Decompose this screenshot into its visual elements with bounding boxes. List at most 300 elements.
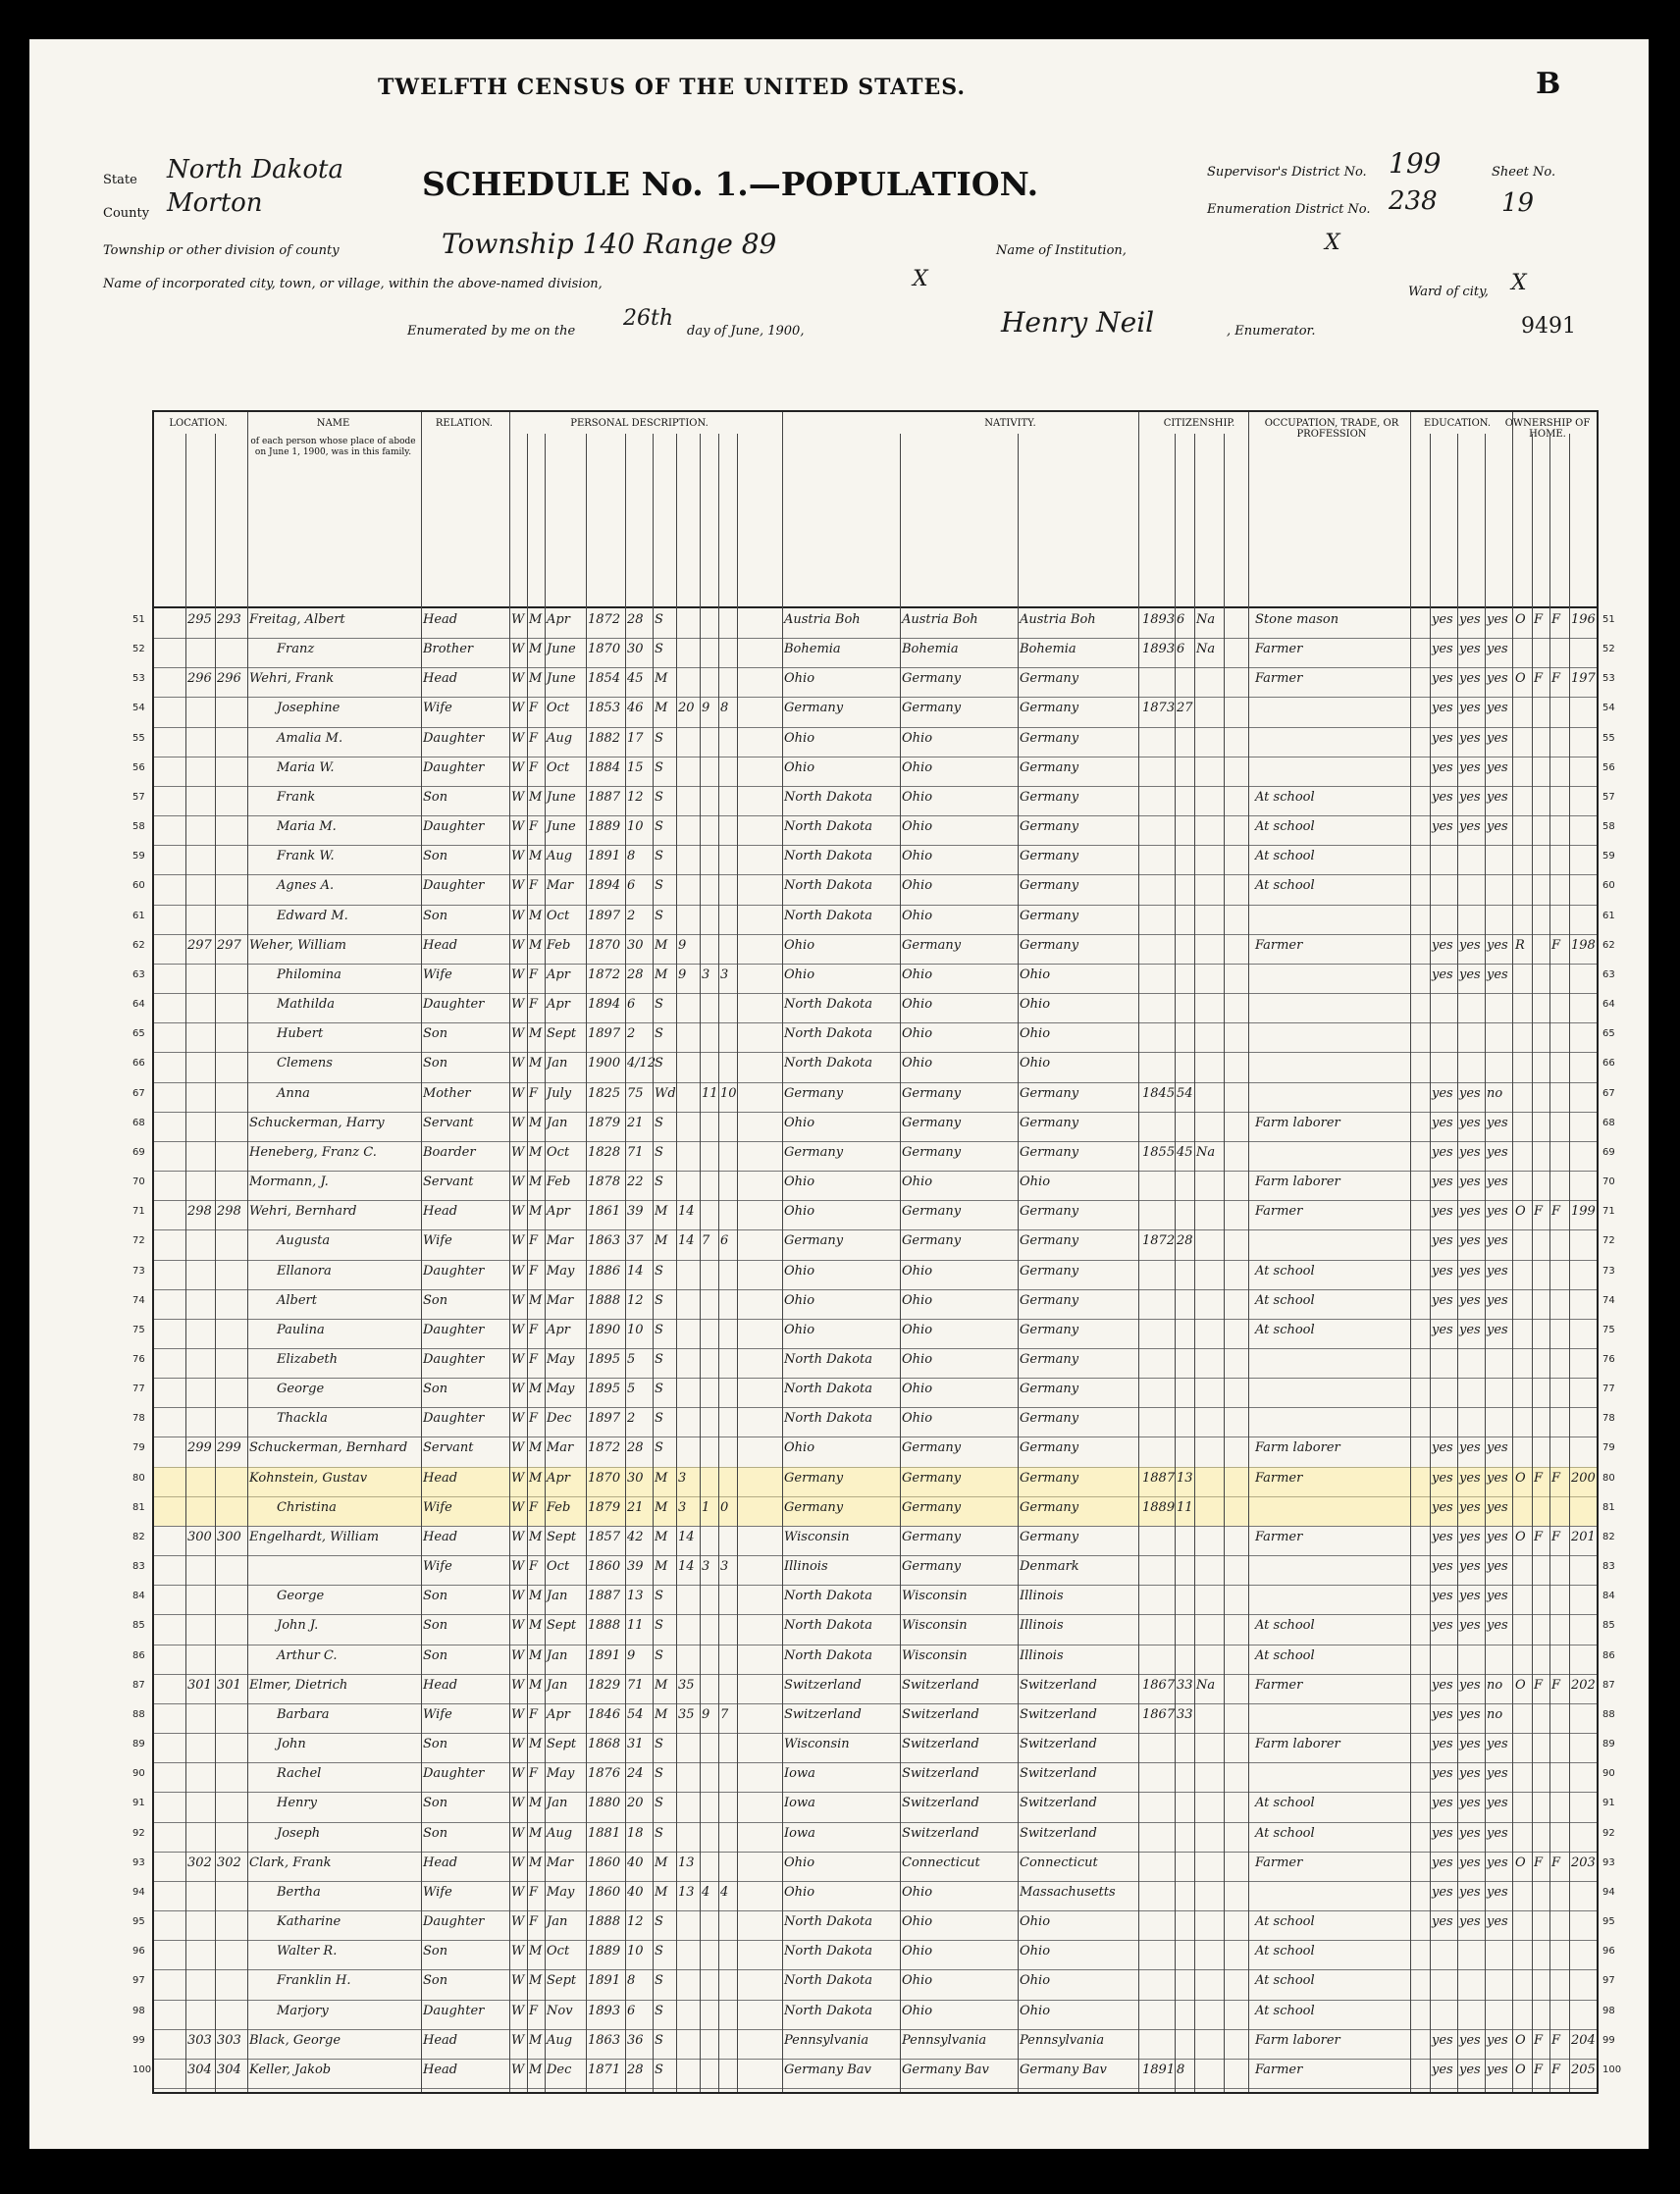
row-number-right: 59 xyxy=(1602,851,1615,862)
cell-c: W xyxy=(511,966,525,982)
cell-r: yes xyxy=(1432,1618,1453,1634)
cell-name: Elizabeth xyxy=(277,1352,339,1367)
cell-mbp: Germany xyxy=(1020,701,1079,716)
cell-mbp: Switzerland xyxy=(1020,1825,1097,1841)
row-number: 99 xyxy=(132,2034,145,2046)
cell-mo: Aug xyxy=(547,2032,573,2048)
cell-mo: Sept xyxy=(547,1026,577,1042)
cell-res: 8 xyxy=(1177,2062,1185,2077)
cell-own: O xyxy=(1515,2062,1526,2077)
cell-r: yes xyxy=(1432,819,1453,835)
row-number: 66 xyxy=(132,1058,145,1070)
cell-own: O xyxy=(1515,2032,1526,2048)
cell-name: Wehri, Bernhard xyxy=(249,1204,357,1220)
row-number-right: 74 xyxy=(1602,1294,1615,1306)
cell-rel: Daughter xyxy=(423,1263,485,1279)
cell-name: Elmer, Dietrich xyxy=(249,1677,348,1693)
row-number-right: 61 xyxy=(1602,910,1615,921)
cell-rel: Servant xyxy=(423,1115,474,1130)
cell-age: 45 xyxy=(627,671,644,687)
cell-ms: S xyxy=(655,1144,663,1160)
cell-r: yes xyxy=(1432,1322,1453,1337)
cell-bp: North Dakota xyxy=(784,819,872,835)
cell-occ: At school xyxy=(1255,789,1315,805)
cell-dw: 301 xyxy=(187,1677,212,1693)
cell-mbp: Germany xyxy=(1020,1470,1079,1486)
cell-ch: 1 xyxy=(702,1499,710,1515)
cell-own: O xyxy=(1515,1470,1526,1486)
cell-e: no xyxy=(1487,1706,1503,1722)
cell-w: yes xyxy=(1459,1322,1481,1337)
cell-bp: North Dakota xyxy=(784,849,872,864)
cell-mbp: Germany xyxy=(1020,1144,1079,1160)
cell-yr: 1887 xyxy=(588,789,621,805)
cell-name: Joseph xyxy=(277,1825,321,1841)
cell-bp: Germany xyxy=(784,1470,844,1486)
cell-age: 13 xyxy=(627,1589,644,1604)
cell-occ: Farmer xyxy=(1255,937,1303,953)
cell-s: F xyxy=(529,1914,539,1930)
cell-fbp: Switzerland xyxy=(902,1766,979,1782)
cell-age: 17 xyxy=(627,730,644,746)
cell-ms: M xyxy=(655,1559,668,1575)
cell-w: yes xyxy=(1459,819,1481,835)
cell-lv: 3 xyxy=(720,966,729,982)
cell-bp: North Dakota xyxy=(784,1352,872,1367)
cell-fbp: Switzerland xyxy=(902,1796,979,1811)
cell-res: 11 xyxy=(1177,1499,1193,1515)
cell-res: 45 xyxy=(1177,1144,1193,1160)
cell-fam: 300 xyxy=(217,1529,241,1544)
cell-fbp: Bohemia xyxy=(902,642,959,657)
cell-yr: 1893 xyxy=(588,2003,621,2018)
supervisor-label: Supervisor's District No. xyxy=(1207,165,1367,180)
census-title: TWELFTH CENSUS OF THE UNITED STATES. xyxy=(378,75,967,100)
cell-age: 36 xyxy=(627,2032,644,2048)
cell-w: yes xyxy=(1459,1175,1481,1190)
cell-w: yes xyxy=(1459,1677,1481,1693)
cell-mo: May xyxy=(547,1884,575,1900)
cell-e: yes xyxy=(1487,966,1508,982)
cell-yr: 1880 xyxy=(588,1796,621,1811)
cell-ms: S xyxy=(655,997,663,1013)
cell-rel: Brother xyxy=(423,642,474,657)
cell-fbp: Germany xyxy=(902,671,962,687)
cell-s: M xyxy=(529,1825,543,1841)
cell-mo: Mar xyxy=(547,1440,574,1456)
cell-mbp: Germany Bav xyxy=(1020,2062,1107,2077)
cell-ms: S xyxy=(655,1944,663,1959)
row-number-right: 98 xyxy=(1602,2005,1615,2016)
row-number: 76 xyxy=(132,1354,145,1365)
cell-name: George xyxy=(277,1382,325,1397)
cell-r: yes xyxy=(1432,789,1453,805)
cell-c: W xyxy=(511,1499,525,1515)
cell-yrs: 14 xyxy=(678,1204,695,1220)
cell-e: yes xyxy=(1487,1559,1508,1575)
cell-yr: 1871 xyxy=(588,2062,621,2077)
cell-own: O xyxy=(1515,1677,1526,1693)
row-number-right: 93 xyxy=(1602,1856,1615,1868)
row-number-right: 76 xyxy=(1602,1354,1615,1365)
cell-rel: Head xyxy=(423,1470,458,1486)
cell-yrs: 20 xyxy=(678,701,695,716)
cell-ms: S xyxy=(655,1647,663,1663)
cell-name: Bertha xyxy=(277,1884,321,1900)
cell-c: W xyxy=(511,789,525,805)
cell-dw: 297 xyxy=(187,937,212,953)
cell-occ: Farmer xyxy=(1255,2062,1303,2077)
cell-r: yes xyxy=(1432,2062,1453,2077)
cell-e: yes xyxy=(1487,612,1508,627)
cell-mbp: Germany xyxy=(1020,819,1079,835)
row-number: 65 xyxy=(132,1028,145,1040)
cell-s: F xyxy=(529,819,539,835)
cell-age: 18 xyxy=(627,1825,644,1841)
row-number: 69 xyxy=(132,1146,145,1158)
cell-age: 42 xyxy=(627,1529,644,1544)
cell-name: Weher, William xyxy=(249,937,346,953)
cell-yrs: 14 xyxy=(678,1529,695,1544)
cell-rel: Head xyxy=(423,1677,458,1693)
cell-ch: 9 xyxy=(702,1706,710,1722)
cell-e: yes xyxy=(1487,1115,1508,1130)
cell-w: yes xyxy=(1459,2032,1481,2048)
cell-occ: At school xyxy=(1255,1796,1315,1811)
cell-ms: S xyxy=(655,1796,663,1811)
cell-mbp: Switzerland xyxy=(1020,1796,1097,1811)
cell-ms: M xyxy=(655,1499,668,1515)
cell-name: Paulina xyxy=(277,1322,325,1337)
cell-e: no xyxy=(1487,1085,1503,1101)
row-number-right: 97 xyxy=(1602,1975,1615,1987)
cell-fbp: Wisconsin xyxy=(902,1647,968,1663)
cell-yr: 1886 xyxy=(588,1263,621,1279)
cell-mo: Mar xyxy=(547,1233,574,1249)
row-number-right: 51 xyxy=(1602,614,1615,625)
cell-yr: 1894 xyxy=(588,878,621,894)
cell-age: 21 xyxy=(627,1499,644,1515)
cell-fbp: Ohio xyxy=(902,1884,933,1900)
cell-rel: Son xyxy=(423,1026,448,1042)
cell-c: W xyxy=(511,1914,525,1930)
row-number-right: 99 xyxy=(1602,2034,1615,2046)
cell-mbp: Ohio xyxy=(1020,1026,1051,1042)
cell-name: Arthur C. xyxy=(277,1647,338,1663)
row-number: 57 xyxy=(132,791,145,803)
cell-fam: 296 xyxy=(217,671,241,687)
row-number: 60 xyxy=(132,880,145,892)
cell-yr: 1846 xyxy=(588,1706,621,1722)
cell-mo: Jan xyxy=(547,1115,568,1130)
cell-bp: Germany xyxy=(784,1144,844,1160)
cell-rel: Wife xyxy=(423,1559,452,1575)
census-sheet xyxy=(29,39,1649,2149)
cell-fbp: Ohio xyxy=(902,1292,933,1308)
row-number: 94 xyxy=(132,1886,145,1898)
cell-e: yes xyxy=(1487,1144,1508,1160)
cell-mo: Oct xyxy=(547,908,570,923)
cell-fbp: Germany xyxy=(902,1499,962,1515)
cell-fm: F xyxy=(1534,671,1544,687)
cell-s: M xyxy=(529,1056,543,1071)
cell-c: W xyxy=(511,612,525,627)
sheet-letter: B xyxy=(1536,67,1562,101)
cell-fbp: Ohio xyxy=(902,1973,933,1989)
cell-lv: 6 xyxy=(720,1233,729,1249)
cell-c: W xyxy=(511,819,525,835)
cell-age: 20 xyxy=(627,1796,644,1811)
cell-no: 205 xyxy=(1571,2062,1596,2077)
cell-yr: 1857 xyxy=(588,1529,621,1544)
cell-mo: May xyxy=(547,1382,575,1397)
cell-rel: Head xyxy=(423,612,458,627)
cell-mbp: Switzerland xyxy=(1020,1677,1097,1693)
cell-yr: 1854 xyxy=(588,671,621,687)
cell-occ: Farmer xyxy=(1255,1677,1303,1693)
cell-c: W xyxy=(511,701,525,716)
cell-yr: 1894 xyxy=(588,997,621,1013)
cell-w: yes xyxy=(1459,937,1481,953)
cell-e: yes xyxy=(1487,789,1508,805)
cell-occ: At school xyxy=(1255,1973,1315,1989)
cell-yr: 1891 xyxy=(588,1647,621,1663)
cell-mo: Sept xyxy=(547,1973,577,1989)
cell-r: yes xyxy=(1432,701,1453,716)
cell-f: F xyxy=(1551,612,1561,627)
cell-fbp: Ohio xyxy=(902,789,933,805)
cell-yrs: 14 xyxy=(678,1233,695,1249)
cell-name: Thackla xyxy=(277,1411,328,1427)
cell-s: M xyxy=(529,2062,543,2077)
cell-yr: 1825 xyxy=(588,1085,621,1101)
cell-fbp: Wisconsin xyxy=(902,1618,968,1634)
cell-mbp: Germany xyxy=(1020,1322,1079,1337)
cell-r: yes xyxy=(1432,1529,1453,1544)
row-number-right: 70 xyxy=(1602,1176,1615,1188)
cell-c: W xyxy=(511,878,525,894)
cell-occ: Farmer xyxy=(1255,642,1303,657)
cell-fm: F xyxy=(1534,1204,1544,1220)
cell-mbp: Germany xyxy=(1020,1529,1079,1544)
cell-occ: At school xyxy=(1255,1825,1315,1841)
cell-f: F xyxy=(1551,2032,1561,2048)
row-number: 72 xyxy=(132,1235,145,1247)
cell-c: W xyxy=(511,1677,525,1693)
cell-yr: 1879 xyxy=(588,1115,621,1130)
cell-e: yes xyxy=(1487,642,1508,657)
cell-s: F xyxy=(529,2003,539,2018)
cell-ms: S xyxy=(655,1737,663,1752)
cell-mo: May xyxy=(547,1766,575,1782)
cell-fam: 293 xyxy=(217,612,241,627)
row-number: 75 xyxy=(132,1324,145,1335)
cell-ms: S xyxy=(655,1352,663,1367)
cell-r: yes xyxy=(1432,730,1453,746)
cell-bp: Germany xyxy=(784,1085,844,1101)
cell-yr: 1872 xyxy=(588,966,621,982)
cell-mbp: Germany xyxy=(1020,1204,1079,1220)
cell-mo: June xyxy=(547,789,576,805)
ward-label: Ward of city, xyxy=(1408,285,1489,299)
row-number: 84 xyxy=(132,1591,145,1602)
cell-bp: North Dakota xyxy=(784,1973,872,1989)
cell-e: yes xyxy=(1487,1854,1508,1870)
cell-yr: 1889 xyxy=(588,819,621,835)
cell-c: W xyxy=(511,1411,525,1427)
occupation-header: OCCUPATION, TRADE, OR PROFESSION xyxy=(1264,418,1399,440)
cell-mo: Aug xyxy=(547,1825,573,1841)
personal-header: PERSONAL DESCRIPTION. xyxy=(570,418,709,429)
cell-w: yes xyxy=(1459,1529,1481,1544)
cell-occ: At school xyxy=(1255,1618,1315,1634)
cell-rel: Son xyxy=(423,1618,448,1634)
cell-e: no xyxy=(1487,1677,1503,1693)
cell-ch: 4 xyxy=(702,1884,710,1900)
cell-nat: Na xyxy=(1196,1144,1216,1160)
cell-rel: Son xyxy=(423,1647,448,1663)
cell-bp: North Dakota xyxy=(784,2003,872,2018)
citizenship-header: CITIZENSHIP. xyxy=(1163,418,1235,429)
cell-c: W xyxy=(511,1766,525,1782)
cell-e: yes xyxy=(1487,1884,1508,1900)
cell-yrs: 14 xyxy=(678,1559,695,1575)
cell-mo: Jan xyxy=(547,1589,568,1604)
location-header: LOCATION. xyxy=(169,418,228,429)
cell-bp: Ohio xyxy=(784,1854,815,1870)
cell-w: yes xyxy=(1459,789,1481,805)
cell-name: Augusta xyxy=(277,1233,331,1249)
row-number: 89 xyxy=(132,1739,145,1750)
row-number-right: 71 xyxy=(1602,1206,1615,1218)
cell-name: Maria W. xyxy=(277,759,335,775)
cell-yr: 1860 xyxy=(588,1559,621,1575)
cell-age: 5 xyxy=(627,1352,636,1367)
cell-r: yes xyxy=(1432,966,1453,982)
institution-label: Name of Institution, xyxy=(996,243,1127,258)
row-number-right: 80 xyxy=(1602,1472,1615,1484)
cell-s: M xyxy=(529,908,543,923)
cell-e: yes xyxy=(1487,1440,1508,1456)
cell-c: W xyxy=(511,1352,525,1367)
cell-s: F xyxy=(529,701,539,716)
cell-bp: Germany xyxy=(784,701,844,716)
cell-bp: Illinois xyxy=(784,1559,828,1575)
cell-r: yes xyxy=(1432,1470,1453,1486)
township-label: Township or other division of county xyxy=(103,243,340,258)
education-header: EDUCATION. xyxy=(1423,418,1492,429)
cell-mbp: Germany xyxy=(1020,1352,1079,1367)
row-number-right: 57 xyxy=(1602,791,1615,803)
cell-bp: North Dakota xyxy=(784,1589,872,1604)
cell-rel: Son xyxy=(423,849,448,864)
cell-r: yes xyxy=(1432,642,1453,657)
cell-lv: 3 xyxy=(720,1559,729,1575)
cell-occ: Farm laborer xyxy=(1255,1737,1340,1752)
cell-w: yes xyxy=(1459,730,1481,746)
cell-mbp: Switzerland xyxy=(1020,1706,1097,1722)
cell-s: F xyxy=(529,759,539,775)
cell-rel: Wife xyxy=(423,1884,452,1900)
cell-age: 14 xyxy=(627,1263,644,1279)
supervisor-value: 199 xyxy=(1389,147,1442,180)
cell-dw: 304 xyxy=(187,2062,212,2077)
cell-mo: Feb xyxy=(547,937,571,953)
row-number: 85 xyxy=(132,1620,145,1632)
cell-fbp: Ohio xyxy=(902,1944,933,1959)
cell-own: O xyxy=(1515,671,1526,687)
row-number: 56 xyxy=(132,761,145,773)
cell-yr: 1897 xyxy=(588,1026,621,1042)
cell-mbp: Germany xyxy=(1020,789,1079,805)
cell-rel: Son xyxy=(423,1382,448,1397)
cell-imm: 1891 xyxy=(1142,2062,1176,2077)
cell-mbp: Germany xyxy=(1020,730,1079,746)
cell-c: W xyxy=(511,1796,525,1811)
cell-e: yes xyxy=(1487,1589,1508,1604)
cell-dw: 302 xyxy=(187,1854,212,1870)
cell-rel: Son xyxy=(423,789,448,805)
cell-yr: 1870 xyxy=(588,1470,621,1486)
cell-mo: Aug xyxy=(547,730,573,746)
cell-s: M xyxy=(529,2032,543,2048)
cell-c: W xyxy=(511,1884,525,1900)
cell-ms: S xyxy=(655,819,663,835)
row-number-right: 87 xyxy=(1602,1679,1615,1691)
cell-fm: F xyxy=(1534,2062,1544,2077)
cell-s: M xyxy=(529,1440,543,1456)
cell-no: 203 xyxy=(1571,1854,1596,1870)
enumeration-label: Enumeration District No. xyxy=(1207,202,1371,217)
cell-rel: Head xyxy=(423,1204,458,1220)
cell-w: yes xyxy=(1459,1618,1481,1634)
cell-nat: Na xyxy=(1196,1677,1216,1693)
cell-e: yes xyxy=(1487,1529,1508,1544)
cell-r: yes xyxy=(1432,1589,1453,1604)
cell-c: W xyxy=(511,1175,525,1190)
row-number-right: 83 xyxy=(1602,1561,1615,1573)
cell-c: W xyxy=(511,1440,525,1456)
cell-s: M xyxy=(529,1382,543,1397)
cell-e: yes xyxy=(1487,1204,1508,1220)
cell-c: W xyxy=(511,1529,525,1544)
cell-s: M xyxy=(529,1292,543,1308)
cell-s: M xyxy=(529,1470,543,1486)
cell-mo: June xyxy=(547,671,576,687)
cell-bp: Germany xyxy=(784,1233,844,1249)
cell-s: M xyxy=(529,671,543,687)
cell-mbp: Ohio xyxy=(1020,1973,1051,1989)
row-number: 67 xyxy=(132,1087,145,1099)
cell-rel: Wife xyxy=(423,1499,452,1515)
cell-yr: 1882 xyxy=(588,730,621,746)
row-number-right: 100 xyxy=(1602,2063,1622,2075)
cell-imm: 1845 xyxy=(1142,1085,1176,1101)
cell-rel: Son xyxy=(423,1056,448,1071)
cell-rel: Servant xyxy=(423,1440,474,1456)
cell-fbp: Ohio xyxy=(902,759,933,775)
cell-rel: Daughter xyxy=(423,1352,485,1367)
cell-ms: M xyxy=(655,1884,668,1900)
cell-c: W xyxy=(511,1144,525,1160)
cell-name: Engelhardt, William xyxy=(249,1529,380,1544)
cell-mo: Oct xyxy=(547,701,570,716)
cell-nat: Na xyxy=(1196,642,1216,657)
cell-mo: Oct xyxy=(547,1944,570,1959)
cell-e: yes xyxy=(1487,1233,1508,1249)
census-table xyxy=(132,410,1622,2094)
cell-fm: F xyxy=(1534,1470,1544,1486)
